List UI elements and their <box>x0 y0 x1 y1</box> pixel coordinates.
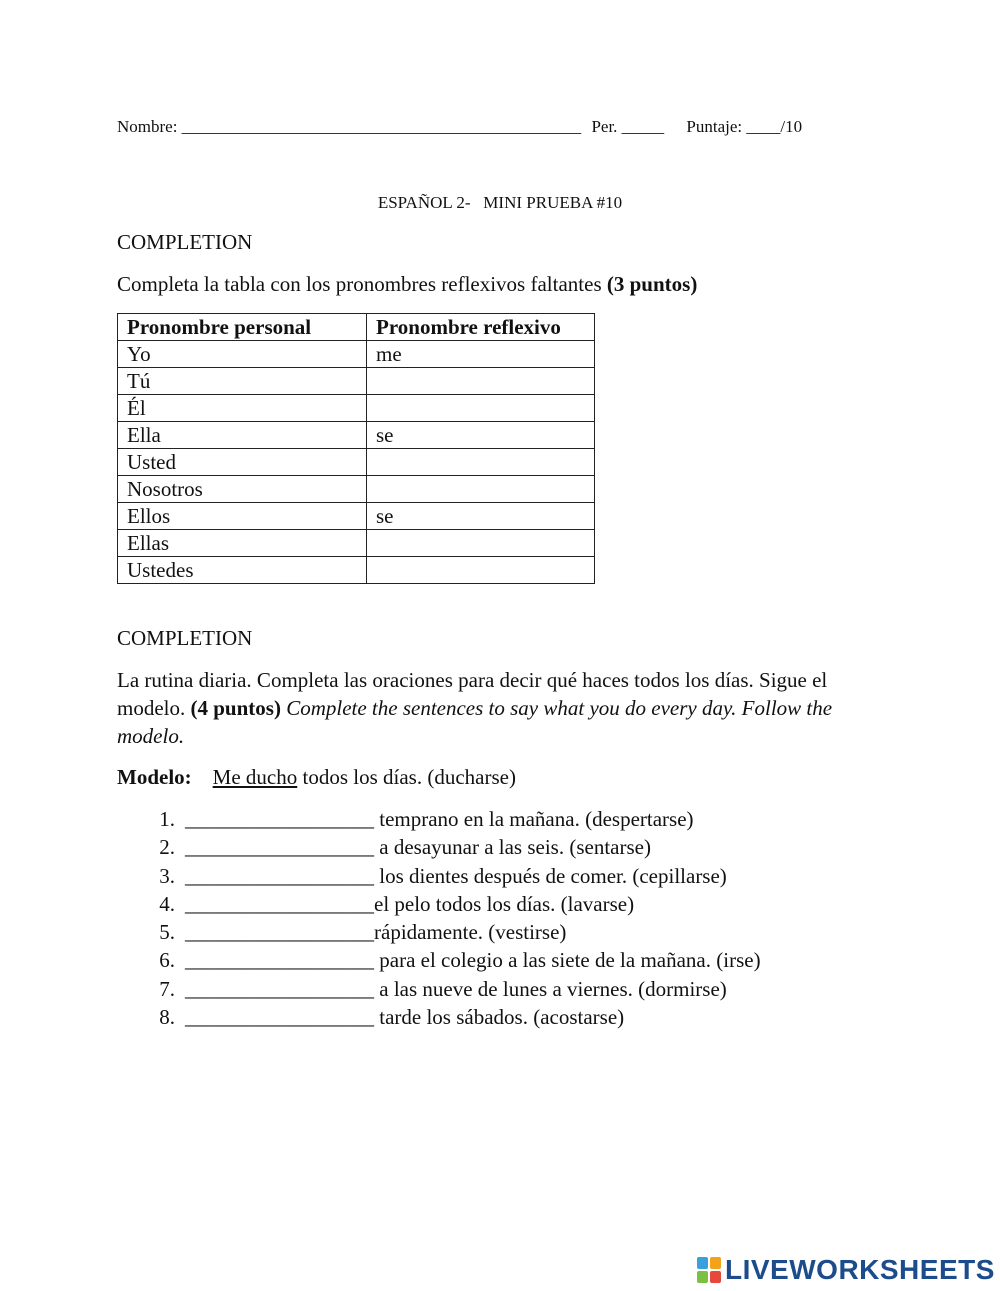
personal-pronoun-cell: Ellas <box>118 530 367 557</box>
personal-pronoun-cell: Usted <box>118 449 367 476</box>
item-text: tarde los sábados. (acostarse) <box>374 1005 625 1030</box>
item-text: a desayunar a las seis. (sentarse) <box>374 835 651 860</box>
section1-instruction <box>117 270 897 298</box>
table-row <box>118 503 595 530</box>
item-text: el pelo todos los días. (lavarse) <box>374 891 635 916</box>
table-row <box>118 476 595 503</box>
reflexive-pronoun-cell[interactable]: me <box>367 341 595 368</box>
reflexive-pronoun-cell[interactable]: se <box>367 503 595 530</box>
answer-blank[interactable]: __________________ <box>185 863 374 888</box>
reflexive-pronoun-cell[interactable] <box>367 557 595 584</box>
list-item <box>117 1003 761 1031</box>
list-item <box>117 890 761 918</box>
section2-instruction-english: Complete the sentences to say what you do every day. Follow the modelo. <box>117 696 833 748</box>
item-text: a las nueve de lunes a viernes. (dormirse) <box>374 976 727 1001</box>
section2-instruction <box>117 666 897 750</box>
table-header-personal: Pronombre personal <box>118 314 367 341</box>
score-field: Puntaje: ____/10 <box>686 117 803 136</box>
item-text: rápidamente. (vestirse) <box>374 920 567 945</box>
modelo-label: Modelo: <box>117 765 192 789</box>
liveworksheets-brand <box>697 1255 995 1285</box>
personal-pronoun-cell: Tú <box>118 368 367 395</box>
item-number: 5. <box>159 920 175 945</box>
header-line <box>117 117 877 137</box>
period-field[interactable]: Per. _____ <box>591 117 665 136</box>
sentence-list <box>117 805 761 1031</box>
reflexive-pronoun-cell[interactable] <box>367 368 595 395</box>
table-row <box>118 530 595 557</box>
section1-points: (3 puntos) <box>606 272 698 296</box>
personal-pronoun-cell: Ustedes <box>118 557 367 584</box>
item-text: temprano en la mañana. (despertarse) <box>374 807 694 831</box>
item-number: 8. <box>159 1005 175 1030</box>
answer-blank[interactable]: __________________ <box>185 976 374 1001</box>
table-row <box>118 449 595 476</box>
answer-blank[interactable]: __________________ <box>185 1005 374 1030</box>
modelo-rest: todos los días. (ducharse) <box>297 765 516 789</box>
section2-instruction-text: La rutina diaria. Completa las oraciones para decir qué haces todos los días. Sigue el modelo. <box>117 668 828 720</box>
list-item <box>117 946 761 974</box>
item-number: 3. <box>159 863 175 888</box>
answer-blank[interactable]: __________________ <box>185 920 374 945</box>
table-header-reflexive: Pronombre reflexivo <box>367 314 595 341</box>
list-item <box>117 862 761 890</box>
list-item <box>117 975 761 1003</box>
modelo-answer: Me ducho <box>212 765 298 789</box>
answer-blank[interactable]: __________________ <box>185 891 374 916</box>
item-text: los dientes después de comer. (cepillarse) <box>374 863 727 888</box>
personal-pronoun-cell: Yo <box>118 341 367 368</box>
answer-blank[interactable]: __________________ <box>185 807 374 831</box>
pronoun-table <box>117 313 595 584</box>
modelo-example <box>117 765 516 790</box>
item-number: 1. <box>159 807 175 831</box>
table-row <box>118 422 595 449</box>
table-row <box>118 368 595 395</box>
liveworksheets-logo-icon <box>697 1257 721 1283</box>
item-number: 6. <box>159 948 175 973</box>
section1-instruction-text: Completa la tabla con los pronombres reflexivos faltantes <box>117 272 602 296</box>
nombre-field[interactable]: Nombre: _______________________________________________ <box>117 117 582 136</box>
list-item <box>117 805 761 833</box>
section1-heading: COMPLETION <box>117 230 253 254</box>
table-row <box>118 341 595 368</box>
reflexive-pronoun-cell[interactable] <box>367 449 595 476</box>
item-text: para el colegio a las siete de la mañana. (irse) <box>374 948 761 973</box>
list-item <box>117 833 761 861</box>
reflexive-pronoun-cell[interactable] <box>367 476 595 503</box>
table-row <box>118 395 595 422</box>
brand-name: LIVEWORKSHEETS <box>725 1254 995 1285</box>
page-title: ESPAÑOL 2- MINI PRUEBA #10 <box>377 193 623 212</box>
item-number: 2. <box>159 835 175 860</box>
section2-heading: COMPLETION <box>117 626 253 650</box>
section2-points: (4 puntos) <box>190 696 281 720</box>
list-item <box>117 918 761 946</box>
reflexive-pronoun-cell[interactable] <box>367 395 595 422</box>
item-number: 7. <box>159 976 175 1001</box>
answer-blank[interactable]: __________________ <box>185 948 374 973</box>
personal-pronoun-cell: Ella <box>118 422 367 449</box>
reflexive-pronoun-cell[interactable]: se <box>367 422 595 449</box>
personal-pronoun-cell: Él <box>118 395 367 422</box>
personal-pronoun-cell: Nosotros <box>118 476 367 503</box>
table-header-row <box>118 314 595 341</box>
item-number: 4. <box>159 891 175 916</box>
personal-pronoun-cell: Ellos <box>118 503 367 530</box>
table-row <box>118 557 595 584</box>
answer-blank[interactable]: __________________ <box>185 835 374 860</box>
reflexive-pronoun-cell[interactable] <box>367 530 595 557</box>
